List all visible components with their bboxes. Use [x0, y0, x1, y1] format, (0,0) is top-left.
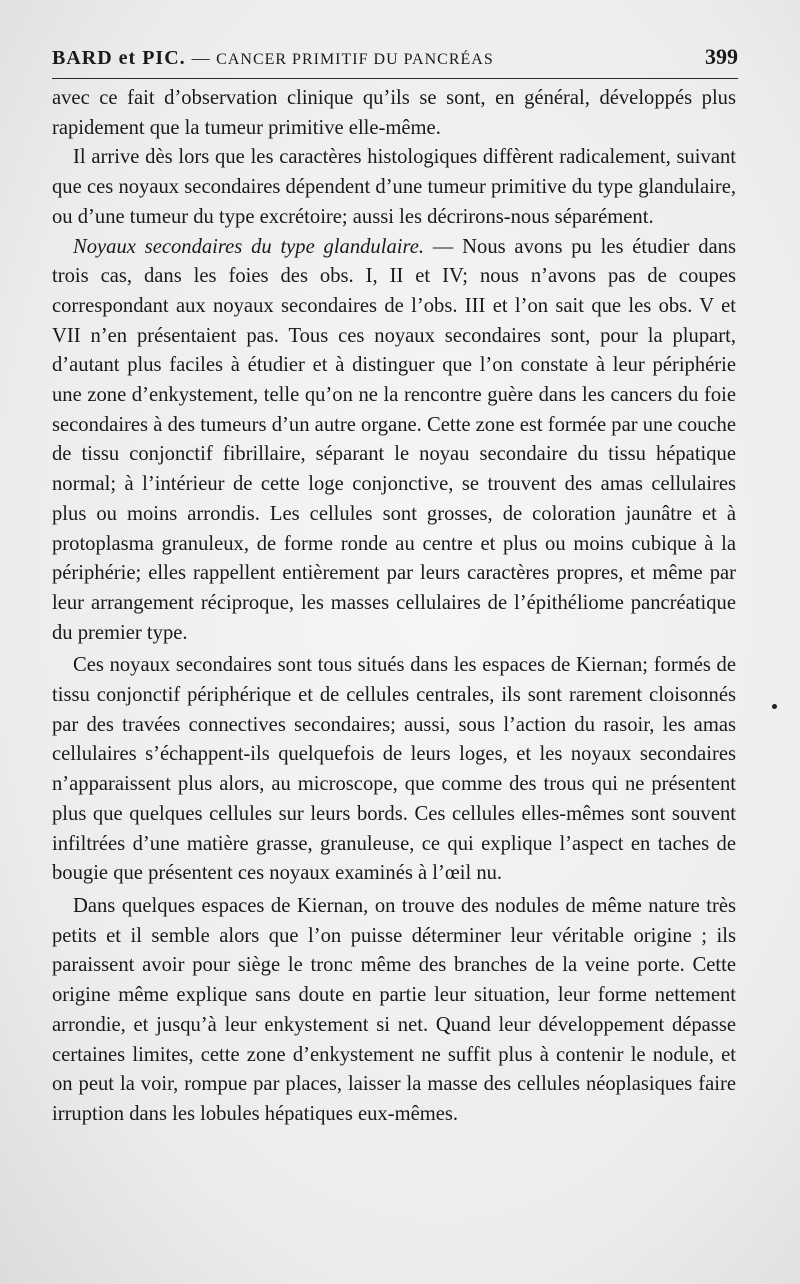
- paragraph-2: [52, 143, 736, 232]
- ink-spot: [772, 704, 777, 709]
- paragraph-1: [52, 84, 736, 143]
- page-number: 399: [705, 44, 738, 69]
- running-head-title: CANCER PRIMITIF DU PANCRÉAS: [216, 51, 494, 68]
- running-head: [52, 47, 494, 70]
- paragraph-2-text: Il arrive dès lors que les caractères histologiques diffèrent radicalement, suivant que ces noyaux secondaires dépendent d’une tumeur primitive du type glandulaire, ou d’une tumeur du type excrétoire; aussi les décrirons-nous séparément.: [52, 146, 736, 228]
- running-head-authors: BARD et PIC.: [52, 47, 186, 69]
- section-heading-italic: Noyaux secondaires du type glandulaire.: [73, 235, 425, 258]
- paragraph-4-text: Ces noyaux secondaires sont tous situés dans les espaces de Kiernan; formés de tissu conjonctif périphérique et de cellules centrales, ils sont rarement cloisonnés par des travées connectives secondaires; aussi, sous l’action du rasoir, les amas cellulaires s’échappent-ils quelquefois de leurs loges, et les noyaux secondaires n’apparaissent plus alors, au microscope, que comme des trous qui ne présentent plus que quelques cellules sur leurs bords. Ces cellules elles-mêmes sont souvent infiltrées d’une matière grasse, granuleuse, ce qui explique l’aspect en taches de bougie que présentent ces noyaux examinés à l’œil nu.: [52, 654, 736, 885]
- running-head-dash: —: [191, 48, 211, 68]
- paragraph-5-text: Dans quelques espaces de Kiernan, on trouve des nodules de même nature très petits et il semble alors que l’on puisse déterminer leur véritable origine ; ils paraissent avoir pour siège le tronc même des branches de la veine porte. Cette origine même explique sans doute en partie leur situation, leur forme nettement arrondie, et jusqu’à leur enkystement si net. Quand leur développement dépasse certaines limites, cette zone d’enkystement ne suffit plus à contenir le nodule, et on peut la voir, rompue par places, laisser la masse des cellules néoplasiques faire irruption dans les lobules hépatiques eux-mêmes.: [52, 894, 736, 1125]
- paragraph-5: [52, 892, 736, 1130]
- paragraph-3-text: — Nous avons pu les étudier dans trois cas, dans les foies des obs. I, II et IV; nous n’avons pas de coupes correspondant aux noyaux secondaires de l’obs. III et l’on sait que les obs. V et VII n’en présentaient pas. Tous ces noyaux secondaires sont, pour la plupart, d’autant plus faciles à étudier et à distinguer que l’on constate à leur périphérie une zone d’enkystement, telle qu’on ne la rencontre guère dans les cancers du foie secondaires à des tumeurs d’un autre organe. Cette zone est formée par une couche de tissu conjonctif fibrillaire, séparant le noyau secondaire du tissu hépatique normal; à l’intérieur de cette loge conjonctive, se trouvent des amas cellulaires plus ou moins arrondis. Les cellules sont grosses, de coloration jaunâtre et à protoplasma granuleux, de forme ronde au centre et plus ou moins cubique à la périphérie; elles rappellent entièrement par leurs caractères propres, et même par leur arrangement réciproque, les masses cellulaires de l’épithéliome pancréatique du premier type.: [52, 235, 736, 644]
- paragraph-3: [52, 233, 736, 649]
- paragraph-4: [52, 651, 736, 889]
- paragraph-1-text: avec ce fait d’observation clinique qu’ils se sont, en général, développés plus rapidement que la tumeur primitive elle-même.: [52, 87, 736, 139]
- page-header: [52, 44, 738, 79]
- body-text: [52, 84, 736, 1130]
